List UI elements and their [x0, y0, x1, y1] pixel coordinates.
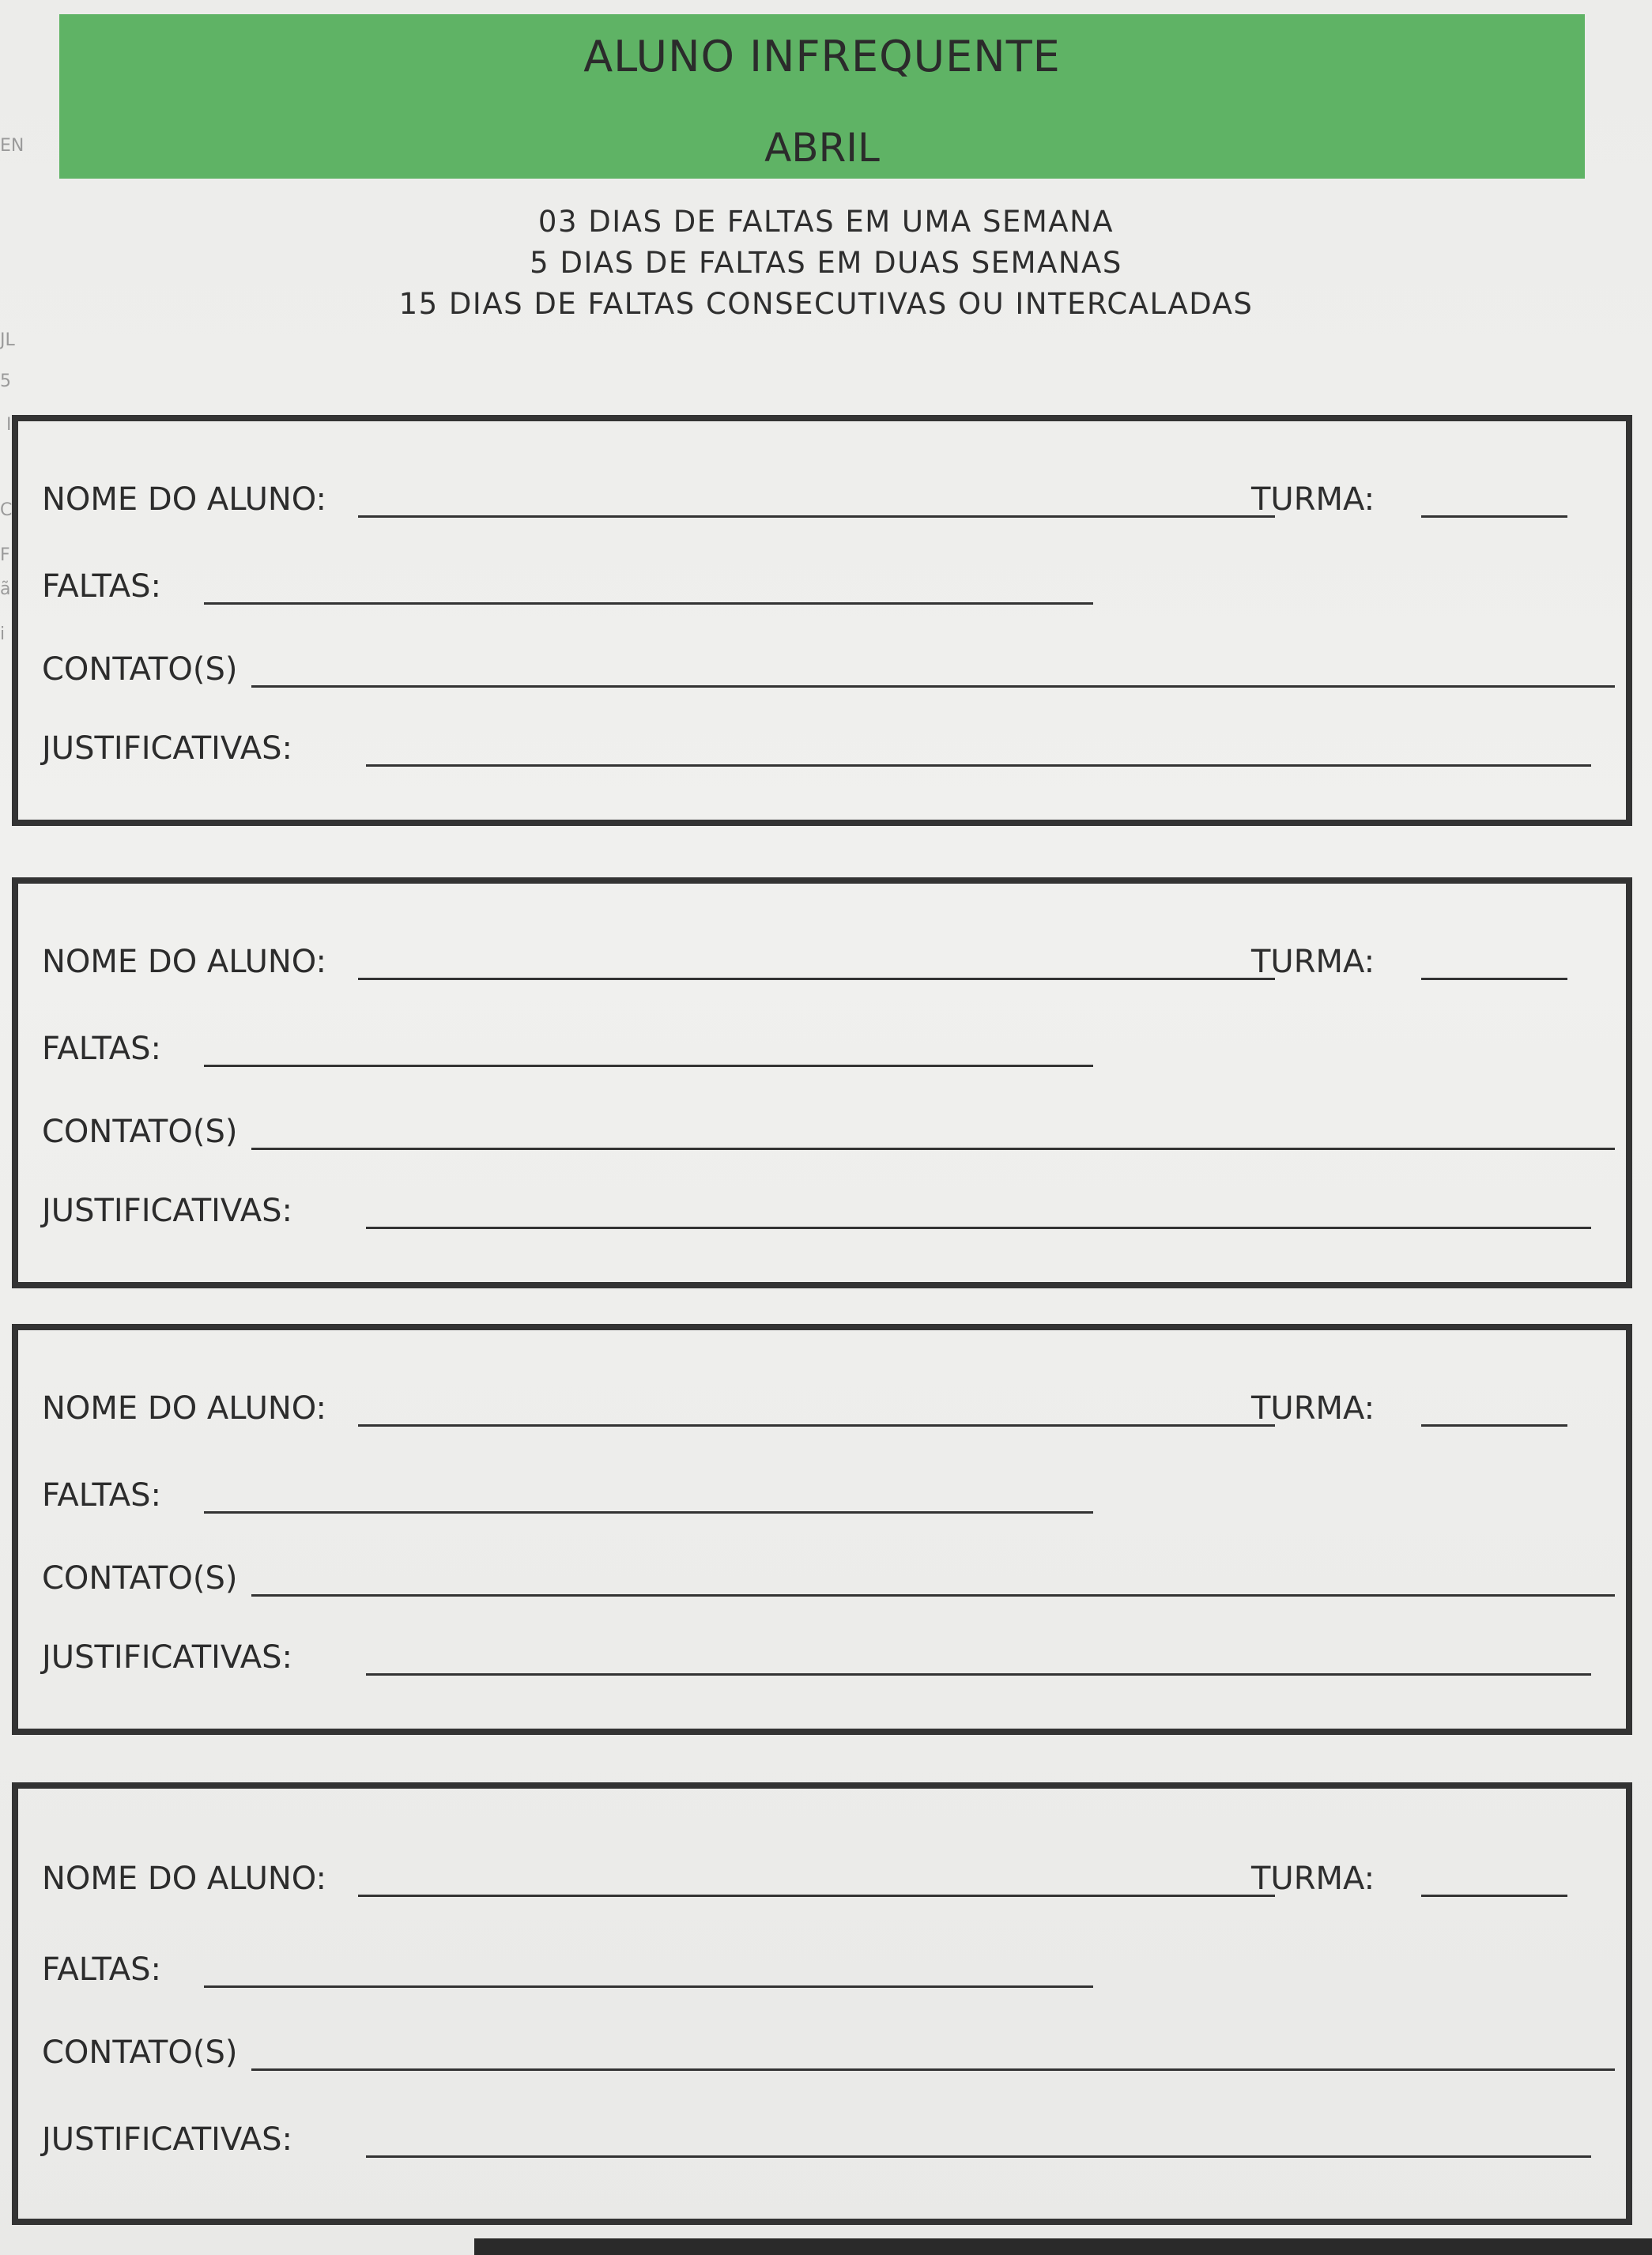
- contacts-field[interactable]: [42, 1555, 1615, 1603]
- absence-criteria: [0, 202, 1652, 325]
- class-field[interactable]: [1251, 939, 1583, 986]
- student-name-line[interactable]: [358, 1895, 1275, 1897]
- justifications-field[interactable]: [42, 1188, 1591, 1235]
- student-name-label: NOME DO ALUNO:: [42, 944, 327, 980]
- margin-fragment-5: C: [0, 500, 13, 520]
- student-form-2: [12, 877, 1632, 1288]
- criteria-line: 15 DIAS DE FALTAS CONSECUTIVAS OU INTERCALADAS: [398, 287, 1254, 321]
- contacts-line[interactable]: [251, 1594, 1615, 1597]
- contacts-line[interactable]: [251, 2068, 1615, 2071]
- student-form-1: [12, 415, 1632, 826]
- margin-fragment-2: JL: [0, 330, 15, 350]
- criteria-line: 03 DIAS DE FALTAS EM UMA SEMANA: [537, 205, 1115, 239]
- student-name-field[interactable]: [42, 1386, 1275, 1433]
- margin-fragment-8: i: [0, 624, 6, 644]
- student-name-field[interactable]: [42, 1856, 1275, 1903]
- student-name-label: NOME DO ALUNO:: [42, 481, 327, 518]
- student-name-label: NOME DO ALUNO:: [42, 1390, 327, 1427]
- margin-fragment-4: I: [6, 415, 12, 435]
- class-line[interactable]: [1421, 1895, 1567, 1897]
- class-label: TURMA:: [1251, 1390, 1375, 1427]
- desk-edge: [474, 2238, 1652, 2255]
- absences-label: FALTAS:: [42, 1951, 162, 1988]
- header-banner: [59, 14, 1585, 179]
- contacts-line[interactable]: [251, 685, 1615, 688]
- month-label: ABRIL: [764, 125, 880, 171]
- justifications-field[interactable]: [42, 1635, 1591, 1682]
- contacts-line[interactable]: [251, 1148, 1615, 1150]
- justifications-line[interactable]: [366, 2155, 1591, 2158]
- student-name-line[interactable]: [358, 1424, 1275, 1427]
- justifications-line[interactable]: [366, 1227, 1591, 1229]
- student-form-4: [12, 1782, 1632, 2225]
- justifications-line[interactable]: [366, 1673, 1591, 1676]
- student-name-field[interactable]: [42, 939, 1275, 986]
- student-name-label: NOME DO ALUNO:: [42, 1861, 327, 1897]
- absences-field[interactable]: [42, 564, 1093, 611]
- contacts-field[interactable]: [42, 647, 1615, 694]
- class-field[interactable]: [1251, 477, 1583, 524]
- absences-line[interactable]: [204, 602, 1093, 605]
- class-field[interactable]: [1251, 1386, 1583, 1433]
- contacts-label: CONTATO(S): [42, 651, 238, 688]
- margin-fragment-1: EN: [0, 136, 25, 156]
- absences-label: FALTAS:: [42, 568, 162, 605]
- contacts-label: CONTATO(S): [42, 1114, 238, 1150]
- contacts-field[interactable]: [42, 1109, 1615, 1156]
- justifications-label: JUSTIFICATIVAS:: [42, 1193, 292, 1229]
- justifications-field[interactable]: [42, 726, 1591, 773]
- margin-fragment-6: F: [0, 545, 10, 565]
- absences-field[interactable]: [42, 1947, 1093, 1994]
- class-label: TURMA:: [1251, 944, 1375, 980]
- margin-fragment-3: 5: [0, 371, 11, 391]
- page-title: ALUNO INFREQUENTE: [583, 32, 1061, 81]
- student-name-line[interactable]: [358, 978, 1275, 980]
- contacts-field[interactable]: [42, 2030, 1615, 2077]
- absences-label: FALTAS:: [42, 1031, 162, 1067]
- contacts-label: CONTATO(S): [42, 2034, 238, 2071]
- absences-line[interactable]: [204, 1985, 1093, 1988]
- contacts-label: CONTATO(S): [42, 1560, 238, 1597]
- class-field[interactable]: [1251, 1856, 1583, 1903]
- student-name-field[interactable]: [42, 477, 1275, 524]
- justifications-field[interactable]: [42, 2117, 1591, 2164]
- class-label: TURMA:: [1251, 1861, 1375, 1897]
- absences-line[interactable]: [204, 1511, 1093, 1514]
- margin-fragment-7: ã: [0, 579, 11, 599]
- justifications-label: JUSTIFICATIVAS:: [42, 730, 292, 767]
- absences-field[interactable]: [42, 1026, 1093, 1073]
- absences-label: FALTAS:: [42, 1477, 162, 1514]
- class-line[interactable]: [1421, 515, 1567, 518]
- criteria-line: 5 DIAS DE FALTAS EM DUAS SEMANAS: [530, 246, 1122, 280]
- student-name-line[interactable]: [358, 515, 1275, 518]
- absences-line[interactable]: [204, 1065, 1093, 1067]
- class-line[interactable]: [1421, 1424, 1567, 1427]
- justifications-label: JUSTIFICATIVAS:: [42, 2121, 292, 2158]
- class-line[interactable]: [1421, 978, 1567, 980]
- class-label: TURMA:: [1251, 481, 1375, 518]
- absences-field[interactable]: [42, 1473, 1093, 1520]
- justifications-label: JUSTIFICATIVAS:: [42, 1639, 292, 1676]
- justifications-line[interactable]: [366, 764, 1591, 767]
- student-form-3: [12, 1324, 1632, 1735]
